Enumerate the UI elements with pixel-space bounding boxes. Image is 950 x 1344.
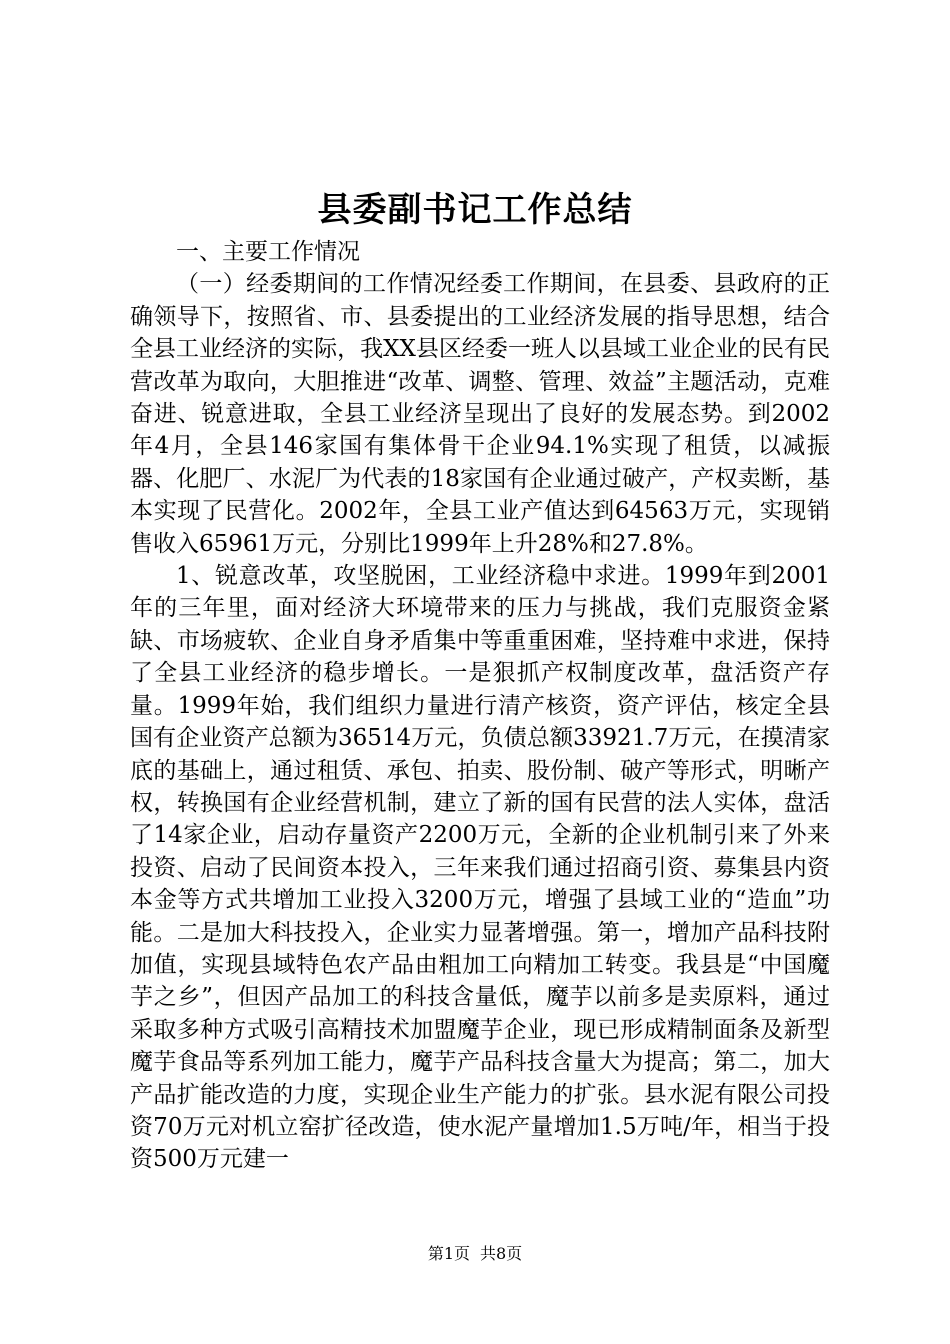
paragraph-1: （一）经委期间的工作情况经委工作期间，在县委、县政府的正确领导下，按照省、市、县委提出的工业经济发展的指导思想，结合全县工业经济的实际，我XX县区经委一班人以县域工业企业的民有民营改革为取向，大胆推进“改革、调整、管理、效益”主题活动，克难奋进、锐意进取，全县工业经济呈现出了良好的发展态势。到2002年4月，全县146家国有集体骨干企业94.1%实现了租赁，以减振器、化肥厂、水泥厂为代表的18家国有企业通过破产，产权卖断，基本实现了民营化。2002年，全县工业产值达到64563万元，实现销售收入65961万元，分别比1999年上升28%和27.8%。	[130, 271, 830, 557]
page-footer	[0, 1242, 950, 1266]
paragraph-2: 1、锐意改革，攻坚脱困，工业经济稳中求进。1999年到2001年的三年里，面对经济大环境带来的压力与挑战，我们克服资金紧缺、市场疲软、企业自身矛盾集中等重重困难，坚持难中求进，保持了全县工业经济的稳步增长。一是狠抓产权制度改革，盘活资产存量。1999年始，我们组织力量进行清产核资，资产评估，核定全县国有企业资产总额为36514万元，负债总额33921.7万元，在摸清家底的基础上，通过租赁、承包、拍卖、股份制、破产等形式，明晰产权，转换国有企业经营机制，建立了新的国有民营的法人实体，盘活了14家企业，启动存量资产2200万元，全新的企业机制引来了外来投资、启动了民间资本投入，三年来我们通过招商引资、募集县内资本金等方式共增加工业投入3200万元，增强了县域工业的“造血”功能。二是加大科技投入，企业实力显著增强。第一，增加产品科技附加值，实现县域特色农产品由粗加工向精加工转变。我县是“中国魔芋之乡”，但因产品加工的科技含量低，魔芋以前多是卖原料，通过采取多种方式吸引高精技术加盟魔芋企业，现已形成精制面条及新型魔芋食品等系列加工能力，魔芋产品科技含量大为提高；第二，加大产品扩能改造的力度，实现企业生产能力的扩张。县水泥有限公司投资70万元对机立窑扩径改造，使水泥产量增加1.5万吨/年，相当于投资500万元建一	[130, 563, 830, 1173]
document-body	[130, 236, 830, 1176]
page-number: 第1页	[427, 1244, 470, 1263]
page-total: 共8页	[480, 1244, 523, 1263]
section-heading: 一、主要工作情况	[176, 239, 360, 265]
document-title: 县委副书记工作总结	[317, 190, 633, 230]
